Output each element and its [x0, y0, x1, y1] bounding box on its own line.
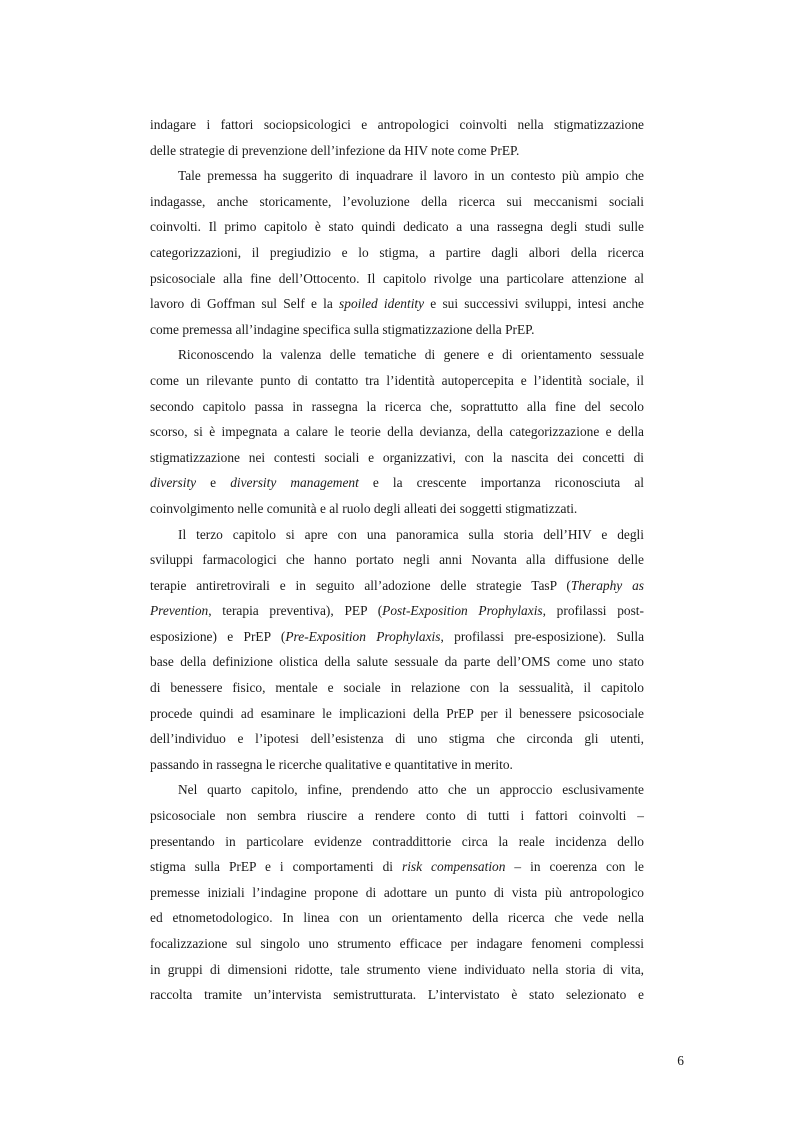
text-run: premesse iniziali l’indagine propone di adottare un punto di vista più antropologico	[150, 884, 644, 900]
italic-term: risk compensation	[402, 859, 506, 875]
text-run: coinvolgimento nelle comunità e al ruolo degli alleati dei soggetti stigmatizzati.	[150, 500, 578, 516]
text-run: secondo capitolo passa in rassegna la ricerca che, soprattutto alla fine del secolo	[150, 398, 644, 414]
text-run: terapie antiretrovirali e in seguito all’adozione delle strategie TasP (	[150, 577, 571, 593]
paragraph	[150, 163, 644, 342]
text-run: in gruppi di dimensioni ridotte, tale strumento viene individuato nella storia di vita,	[150, 961, 644, 977]
italic-term: Prevention	[150, 603, 209, 619]
text-line	[150, 598, 644, 624]
text-line	[150, 189, 644, 215]
text-run: Riconoscendo la valenza delle tematiche di genere e di orientamento sessuale	[178, 347, 644, 363]
text-run: raccolta tramite un’intervista semistrutturata. L’intervistato è stato selezionato e	[150, 987, 644, 1003]
text-run: e sui successivi sviluppi, intesi anche	[424, 296, 644, 312]
text-run: base della definizione olistica della salute sessuale da parte dell’OMS come uno stato	[150, 654, 644, 670]
text-line	[150, 675, 644, 701]
text-line	[150, 470, 644, 496]
text-run: e	[196, 475, 231, 491]
text-line	[150, 394, 644, 420]
text-line	[150, 957, 644, 983]
text-run: procede quindi ad esaminare le implicazioni della PrEP per il benessere psicosociale	[150, 705, 644, 721]
text-line	[150, 266, 644, 292]
text-run: stigma sulla PrEP e i comportamenti di	[150, 859, 402, 875]
italic-term: diversity management	[230, 475, 359, 491]
text-line	[150, 982, 644, 1008]
text-line	[150, 522, 644, 548]
text-line	[150, 624, 644, 650]
text-run: come un rilevante punto di contatto tra l’identità autopercepita e l’identità sociale, il	[150, 372, 644, 388]
paragraph	[150, 112, 644, 163]
text-run: indagare i fattori sociopsicologici e antropologici coinvolti nella stigmatizzazione	[150, 117, 644, 132]
italic-term: Theraphy as	[570, 577, 644, 593]
text-line	[150, 726, 644, 752]
text-run: scorso, si è impegnata a calare le teorie della devianza, della categorizzazione e della	[150, 424, 644, 440]
text-run: coinvolti. Il primo capitolo è stato quindi dedicato a una rassegna degli studi sulle	[150, 219, 644, 235]
text-line	[150, 317, 644, 343]
text-run: Tale premessa ha suggerito di inquadrare il lavoro in un contesto più ampio che	[178, 168, 644, 184]
text-run: dell’individuo e l’ipotesi dell’esistenza di uno stigma che circonda gli utenti,	[150, 731, 644, 747]
text-line	[150, 342, 644, 368]
text-run: focalizzazione sul singolo uno strumento efficace per indagare fenomeni complessi	[150, 936, 644, 951]
text-line	[150, 496, 644, 522]
text-line	[150, 777, 644, 803]
text-run: delle strategie di prevenzione dell’infezione da HIV note come PrEP.	[150, 142, 520, 158]
text-run: indagasse, anche storicamente, l’evoluzione della ricerca sui meccanismi sociali	[150, 193, 644, 209]
text-run: , terapia preventiva), PEP (	[208, 603, 383, 619]
text-line	[150, 240, 644, 266]
text-run: lavoro di Goffman sul Self e la	[150, 296, 340, 312]
text-line	[150, 368, 644, 394]
text-line	[150, 573, 644, 599]
italic-term: spoiled identity	[339, 296, 425, 312]
text-line	[150, 445, 644, 471]
text-run: presentando in particolare evidenze contraddittorie circa la reale incidenza dello	[150, 833, 644, 849]
text-line	[150, 419, 644, 445]
text-line	[150, 649, 644, 675]
text-run: Il terzo capitolo si apre con una panoramica sulla storia dell’HIV e degli	[178, 526, 644, 542]
paragraph	[150, 342, 644, 521]
text-line	[150, 905, 644, 931]
text-line	[150, 163, 644, 189]
text-run: stigmatizzazione nei contesti sociali e organizzativi, con la nascita dei concetti di	[150, 449, 644, 465]
paragraph	[150, 522, 644, 778]
text-run: di benessere fisico, mentale e sociale in relazione con la sessualità, il capitolo	[150, 680, 644, 696]
italic-term: Pre-Exposition Prophylaxis	[285, 628, 441, 644]
paragraph	[150, 777, 644, 1007]
text-line	[150, 547, 644, 573]
page-number: 6	[677, 1053, 684, 1068]
body-text	[150, 112, 644, 1008]
italic-term: Post-Exposition Prophylaxis	[382, 603, 543, 619]
text-line	[150, 829, 644, 855]
text-line	[150, 931, 644, 957]
text-run: Nel quarto capitolo, infine, prendendo atto che un approccio esclusivamente	[178, 782, 644, 798]
text-line	[150, 138, 644, 164]
text-run: passando in rassegna le ricerche qualitative e quantitative in merito.	[150, 756, 513, 772]
text-run: – in coerenza con le	[505, 859, 644, 875]
text-run: esposizione) e PrEP (	[150, 628, 286, 644]
text-line	[150, 291, 644, 317]
text-run: e la crescente importanza riconosciuta al	[358, 475, 644, 491]
text-line	[150, 752, 644, 778]
text-line	[150, 701, 644, 727]
text-line	[150, 112, 644, 138]
text-line	[150, 214, 644, 240]
text-line	[150, 854, 644, 880]
text-line	[150, 880, 644, 906]
text-run: , profilassi post-	[542, 603, 644, 619]
text-run: psicosociale non sembra riuscire a rendere conto di tutti i fattori coinvolti –	[150, 808, 644, 824]
text-run: come premessa all’indagine specifica sulla stigmatizzazione della PrEP.	[150, 321, 535, 337]
text-run: sviluppi farmacologici che hanno portato negli anni Novanta alla diffusione delle	[150, 552, 644, 568]
text-run: categorizzazioni, il pregiudizio e lo stigma, a partire dagli albori della ricerca	[150, 244, 644, 260]
text-line	[150, 803, 644, 829]
text-run: ed etnometodologico. In linea con un orientamento della ricerca che vede nella	[150, 910, 644, 926]
text-run: , profilassi pre-esposizione). Sulla	[440, 628, 645, 644]
text-run: psicosociale alla fine dell’Ottocento. Il capitolo rivolge una particolare attenzione al	[150, 270, 644, 286]
italic-term: diversity	[150, 475, 197, 491]
